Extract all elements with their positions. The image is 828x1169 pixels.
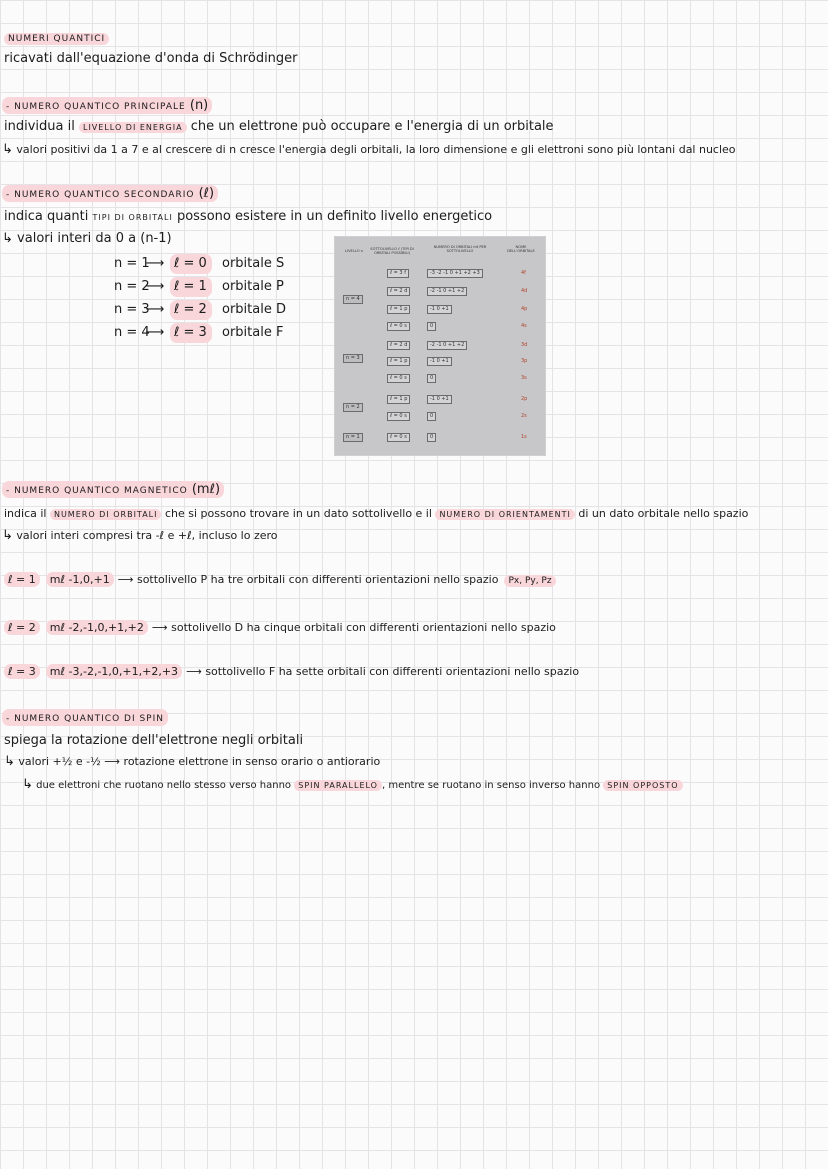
arrow-icon: ⟶ — [145, 302, 165, 317]
ml-values: mℓ -3,-2,-1,0,+1,+2,+3 — [46, 664, 182, 679]
table-sublevel: ℓ = 0 s — [387, 322, 410, 331]
secondary-line-2: ↳ valori interi da 0 a (n-1) — [2, 231, 172, 246]
secondary-line-1: indica quanti TIPI DI ORBITALI possono esistere in un definito livello energetico — [4, 209, 493, 224]
table-ml: 0 — [427, 374, 436, 383]
table-sublevel: ℓ = 0 s — [387, 433, 410, 442]
magnetic-example-text: ⟶ sottolivello P ha tre orbitali con differenti orientazioni nello spazio — [117, 573, 499, 586]
l-value: ℓ = 2 — [4, 620, 40, 635]
page-title: NUMERI QUANTICI — [4, 30, 109, 48]
table-orbital-name: 2s — [521, 413, 527, 419]
table-orbital-name: 3s — [521, 375, 527, 381]
secondary-heading: - NUMERO QUANTICO SECONDARIO (ℓ) — [2, 185, 218, 204]
l-value: ℓ = 3 — [170, 323, 212, 343]
orbital-label: orbitale P — [222, 279, 284, 294]
table-sublevel: ℓ = 2 d — [387, 341, 410, 350]
secondary-row — [114, 300, 286, 320]
table-sublevel: ℓ = 1 p — [387, 395, 410, 404]
principal-heading: - NUMERO QUANTICO PRINCIPALE (n) — [2, 97, 212, 116]
table-ml: -1 0 +1 — [427, 305, 452, 314]
table-col-nome: NOME DELL'ORBITALE — [507, 245, 535, 253]
table-orbital-name: 3d — [521, 342, 528, 348]
table-level: n = 4 — [343, 295, 363, 304]
magnetic-example — [4, 571, 556, 590]
table-ml: -3 -2 -1 0 +1 +2 +3 — [427, 269, 483, 278]
table-sublevel: ℓ = 1 p — [387, 357, 410, 366]
table-ml: -2 -1 0 +1 +2 — [427, 341, 467, 350]
n-value: n = 2 — [114, 279, 150, 294]
magnetic-example — [4, 663, 579, 681]
l-value: ℓ = 1 — [4, 572, 40, 587]
table-col-livello: LIVELLO n — [345, 249, 363, 253]
magnetic-example-text: ⟶ sottolivello F ha sette orbitali con differenti orientazioni nello spazio — [186, 665, 580, 678]
spin-line-3: ↳ due elettroni che ruotano nello stesso verso hanno SPIN PARALLELO , mentre se ruotano in senso inverso hanno SPIN OPPOSTO — [22, 776, 683, 795]
quantum-table-image — [334, 236, 546, 456]
magnetic-line-1: indica il NUMERO DI ORBITALI che si possono trovare in un dato sottolivello e il NUMERO DI ORIENTAMENTI di un dato orbitale nello spazio — [4, 507, 749, 520]
table-orbital-name: 3p — [521, 358, 528, 364]
table-orbital-name: 1s — [521, 434, 527, 440]
secondary-row — [114, 323, 283, 343]
spin-line-1: spiega la rotazione dell'elettrone negli orbitali — [4, 733, 304, 748]
magnetic-example-text: ⟶ sottolivello D ha cinque orbitali con differenti orientazioni nello spazio — [151, 621, 556, 634]
table-ml: -2 -1 0 +1 +2 — [427, 287, 467, 296]
secondary-row — [114, 277, 284, 297]
l-value: ℓ = 1 — [170, 277, 212, 297]
table-sublevel: ℓ = 0 s — [387, 374, 410, 383]
arrow-icon: ↳ — [2, 231, 13, 246]
l-value: ℓ = 0 — [170, 254, 212, 274]
orbital-label: orbitale S — [222, 256, 285, 271]
table-ml: -1 0 +1 — [427, 395, 452, 404]
arrow-icon: ↳ — [22, 777, 33, 792]
secondary-row — [114, 254, 284, 274]
table-col-sottolivello: SOTTOLIVELLO ℓ (TIPI DI ORBITALI POSSIBILI) — [370, 247, 414, 255]
table-sublevel: ℓ = 0 s — [387, 412, 410, 421]
n-value: n = 1 — [114, 256, 150, 271]
table-ml: 0 — [427, 433, 436, 442]
magnetic-line-2: ↳ valori interi compresi tra -ℓ e +ℓ, incluso lo zero — [2, 528, 278, 543]
orbital-label: orbitale D — [222, 302, 286, 317]
n-value: n = 3 — [114, 302, 150, 317]
table-level: n = 3 — [343, 354, 363, 363]
table-sublevel: ℓ = 3 f — [387, 269, 409, 278]
orbital-axes: Px, Py, Pz — [504, 575, 555, 587]
n-value: n = 4 — [114, 325, 150, 340]
page-subtitle: ricavati dall'equazione d'onda di Schrödinger — [4, 51, 298, 66]
arrow-icon: ⟶ — [145, 325, 165, 340]
table-ml: 0 — [427, 322, 436, 331]
spin-heading: - NUMERO QUANTICO DI SPIN — [2, 709, 168, 728]
table-level: n = 2 — [343, 403, 363, 412]
principal-line-2: ↳ valori positivi da 1 a 7 e al crescere di n cresce l'energia degli orbitali, la loro dimensione e gli elettroni sono più lontani dal nucleo — [2, 142, 736, 157]
table-orbital-name: 4p — [521, 306, 528, 312]
principal-line-1: individua il LIVELLO DI ENERGIA che un elettrone può occupare e l'energia di un orbitale — [4, 119, 554, 134]
l-value: ℓ = 2 — [170, 300, 212, 320]
magnetic-heading: - NUMERO QUANTICO MAGNETICO (mℓ) — [2, 481, 224, 500]
table-level: n = 1 — [343, 433, 363, 442]
arrow-icon: ↳ — [2, 142, 13, 157]
orbital-label: orbitale F — [222, 325, 284, 340]
table-ml: 0 — [427, 412, 436, 421]
table-sublevel: ℓ = 2 d — [387, 287, 410, 296]
ml-values: mℓ -1,0,+1 — [46, 572, 114, 587]
arrow-icon: ⟶ — [145, 256, 165, 271]
l-value: ℓ = 3 — [4, 664, 40, 679]
table-col-numero: NUMERO DI ORBITALI mℓ PER SOTTOLIVELLO — [433, 245, 487, 253]
ml-values: mℓ -2,-1,0,+1,+2 — [46, 620, 148, 635]
arrow-icon: ⟶ — [145, 279, 165, 294]
table-ml: -1 0 +1 — [427, 357, 452, 366]
arrow-icon: ↳ — [4, 754, 15, 769]
table-orbital-name: 4d — [521, 288, 528, 294]
table-orbital-name: 4s — [521, 323, 527, 329]
magnetic-example — [4, 619, 556, 637]
table-orbital-name: 2p — [521, 396, 528, 402]
table-orbital-name: 4f — [521, 270, 526, 276]
arrow-icon: ↳ — [2, 528, 13, 543]
table-sublevel: ℓ = 1 p — [387, 305, 410, 314]
spin-line-2: ↳ valori +½ e -½ ⟶ rotazione elettrone in senso orario o antiorario — [4, 754, 381, 769]
